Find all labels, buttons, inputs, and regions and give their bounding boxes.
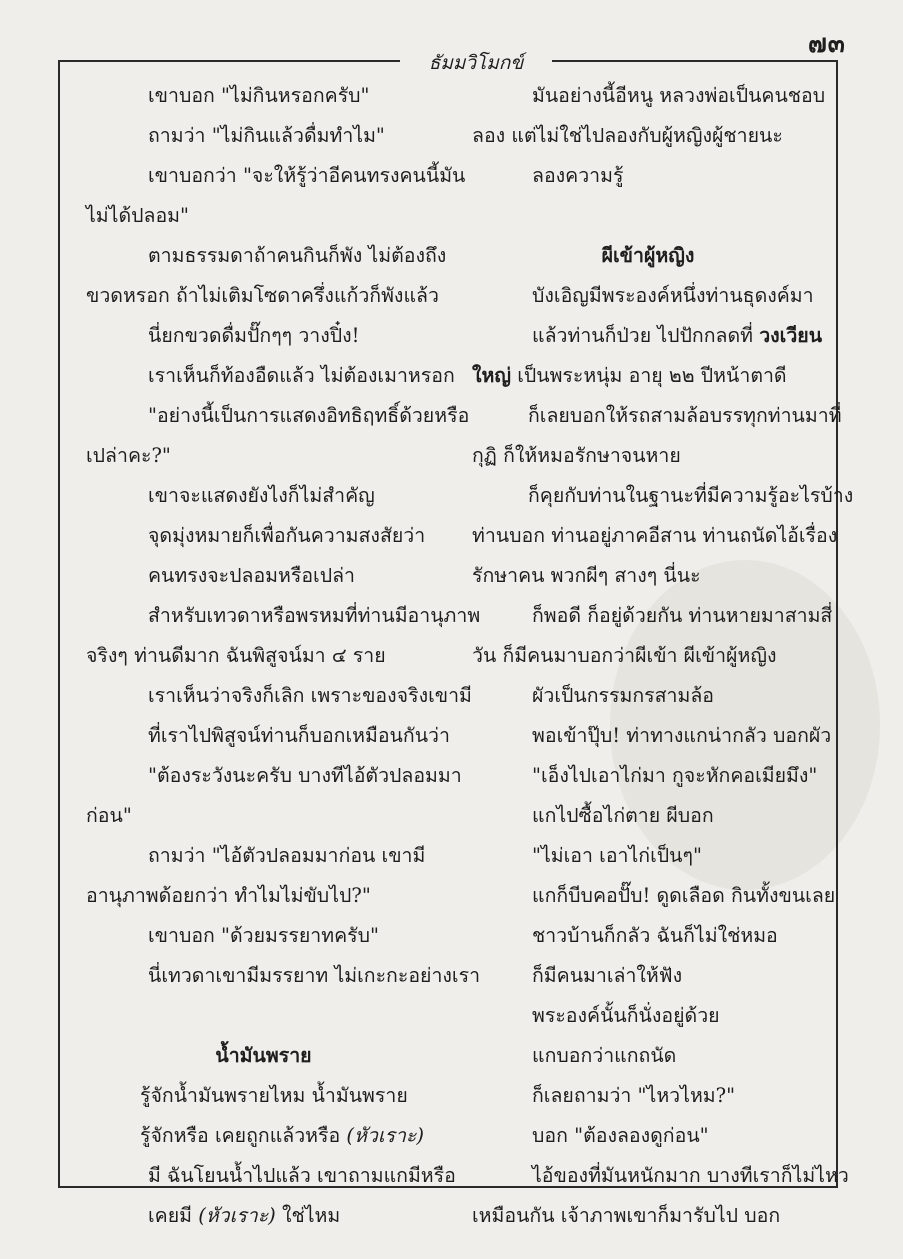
text-line: [86, 556, 441, 596]
text-run: ก็เลยบอกให้รถสามล้อบรรทุกท่านมาที่: [528, 404, 842, 427]
text-line: [472, 836, 824, 876]
text-run: จุดมุ่งหมายก็เพื่อกันความสงสัยว่า: [148, 524, 426, 547]
text-run: พอเข้าปุ๊บ! ท่าทางแกน่ากลัว บอกผัว: [532, 724, 832, 747]
running-header: ธัมมวิโมกข์: [400, 48, 552, 78]
text-run: มันอย่างนี้อีหนู หลวงพ่อเป็นคนชอบ: [532, 84, 826, 107]
text-line: [472, 1036, 824, 1076]
text-line: [472, 516, 838, 556]
text-line: [86, 236, 447, 276]
section-heading: [86, 1036, 441, 1076]
text-line: [472, 356, 824, 396]
text-line: [86, 676, 472, 716]
text-line: [86, 196, 441, 236]
text-line: [86, 516, 441, 556]
text-line: [86, 156, 466, 196]
text-run: ผัวเป็นกรรมกรสามล้อ: [532, 684, 715, 707]
text-run: ลองความรู้: [532, 164, 624, 187]
text-line: [472, 76, 824, 116]
text-run: ใช่ไหม: [275, 1204, 341, 1227]
text-run: "ต้องระวังนะครับ บางทีไอ้ตัวปลอมมา: [148, 764, 462, 787]
text-run: ถามว่า "ไม่กินแล้วดื่มทำไม": [148, 124, 385, 147]
text-run: อานุภาพด้อยกว่า ทำไมไม่ขับไป?": [86, 884, 371, 907]
text-line: [86, 876, 441, 916]
text-run: ก่อน": [86, 804, 132, 827]
text-line: [86, 116, 441, 156]
text-line: [472, 196, 824, 236]
text-run: รู้จักหรือ เคยถูกแล้วหรือ: [140, 1124, 347, 1147]
text-run: บังเอิญมีพระองค์หนึ่งท่านธุดงค์มา: [532, 284, 814, 307]
text-run: ก็พอดี ก็อยู่ด้วยกัน ท่านหายมาสามสี่: [532, 604, 833, 627]
text-line: [86, 716, 450, 756]
text-line: [472, 876, 836, 916]
text-line: [472, 316, 824, 356]
text-run: เขาบอกว่า "จะให้รู้ว่าอีคนทรงคนนี้มัน: [148, 164, 466, 187]
text-run: คนทรงจะปลอมหรือเปล่า: [148, 564, 355, 587]
text-run: บอก "ต้องลองดูก่อน": [532, 1124, 709, 1147]
text-run: ไอ้ของที่มันหนักมาก บางทีเราก็ไม่ไหว: [532, 1164, 849, 1187]
text-line: [472, 1196, 824, 1236]
left-text-column: [86, 76, 481, 1236]
text-run: ไม่ได้ปลอม": [86, 204, 189, 227]
text-run: สำหรับเทวดาหรือพรหมที่ท่านมีอานุภาพ: [148, 604, 481, 627]
text-line: [472, 276, 824, 316]
text-run: วัน ก็มีคนมาบอกว่าผีเข้า ผีเข้าผู้หญิง: [472, 644, 777, 667]
text-line: [472, 996, 824, 1036]
text-run: เขาบอก "ไม่กินหรอกครับ": [148, 84, 370, 107]
text-line: [86, 276, 441, 316]
text-line: [86, 436, 441, 476]
text-line: [86, 356, 455, 396]
text-line: [472, 116, 824, 156]
text-line: [472, 476, 854, 516]
section-heading: [472, 236, 824, 276]
text-line: [86, 476, 441, 516]
text-line: [472, 596, 833, 636]
text-line: [472, 1116, 824, 1156]
text-line: [472, 796, 824, 836]
text-line: [472, 756, 824, 796]
text-run: แกไปซื้อไก่ตาย ผีบอก: [532, 804, 714, 827]
text-run: ผีเข้าผู้หญิง: [601, 244, 695, 267]
text-line: [472, 1076, 824, 1116]
text-line: [472, 1156, 849, 1196]
text-run: ถามว่า "ไอ้ตัวปลอมมาก่อน เขามี: [148, 844, 426, 867]
text-line: [472, 676, 824, 716]
text-run: ก็คุยกับท่านในฐานะที่มีความรู้อะไรบ้าง: [528, 484, 854, 507]
text-line: [86, 76, 441, 116]
text-run: เหมือนกัน เจ้าภาพเขาก็มารับไป บอก: [472, 1204, 781, 1227]
text-run: ใหญ่: [472, 364, 511, 387]
text-run: เราเห็นว่าจริงก็เลิก เพราะของจริงเขามี: [148, 684, 472, 707]
text-run: เขาบอก "ด้วยมรรยาทครับ": [148, 924, 379, 947]
text-line: [472, 916, 824, 956]
text-line: [86, 396, 470, 436]
text-run: เขาจะแสดงยังไงก็ไม่สำคัญ: [148, 484, 375, 507]
text-line: [86, 316, 441, 356]
text-run: (หัวเราะ): [198, 1204, 276, 1227]
text-run: แกบอกว่าแกถนัด: [532, 1044, 677, 1067]
text-line: [86, 1156, 456, 1196]
text-run: พระองค์นั้นก็นั่งอยู่ด้วย: [532, 1004, 720, 1027]
text-run: นี่ยกขวดดื่มปั๊กๆๆ วางปิ๋ง!: [148, 324, 360, 347]
page-number: ๗๓: [808, 29, 846, 58]
text-run: จริงๆ ท่านดีมาก ฉันพิสูจน์มา ๔ ราย: [86, 644, 386, 667]
text-run: ชาวบ้านก็กลัว ฉันก็ไม่ใช่หมอ: [532, 924, 778, 947]
text-run: "ไม่เอา เอาไก่เป็นๆ": [532, 844, 702, 867]
text-line: [472, 436, 824, 476]
right-text-column: [472, 76, 854, 1236]
text-line: [86, 836, 441, 876]
text-run: นี่เทวดาเขามีมรรยาท ไม่เกะกะอย่างเรา: [148, 964, 481, 987]
text-run: ก็เลยถามว่า "ไหวไหม?": [532, 1084, 736, 1107]
text-run: น้ำมันพราย: [215, 1044, 312, 1067]
text-run: มี ฉันโยนน้ำไปแล้ว เขาถามแกมีหรือ: [148, 1164, 456, 1187]
text-line: [86, 756, 462, 796]
text-line: [86, 796, 441, 836]
text-run: รู้จักน้ำมันพรายไหม น้ำมันพราย: [140, 1084, 408, 1107]
text-run: แล้วท่านก็ป่วย ไปปักกลดที่: [532, 324, 760, 347]
text-line: [472, 396, 842, 436]
text-line: [472, 956, 824, 996]
text-line: [86, 1076, 441, 1116]
text-run: กุฏิ ก็ให้หมอรักษาจนหาย: [472, 444, 681, 467]
text-run: (หัวเราะ): [346, 1124, 424, 1147]
text-line: [86, 636, 441, 676]
text-run: เคยมี: [148, 1204, 199, 1227]
text-run: ที่เราไปพิสูจน์ท่านก็บอกเหมือนกันว่า: [148, 724, 450, 747]
text-line: [86, 996, 441, 1036]
text-run: ก็มีคนมาเล่าให้ฟัง: [532, 964, 683, 987]
text-line: [472, 556, 824, 596]
text-run: "เอ็งไปเอาไก่มา กูจะหักคอเมียมึง": [532, 764, 818, 787]
text-run: ขวดหรอก ถ้าไม่เติมโซดาครึ่งแก้วก็พังแล้ว: [86, 284, 439, 307]
text-line: [86, 916, 441, 956]
text-line: [472, 156, 824, 196]
text-line: [472, 716, 832, 756]
text-run: "อย่างนี้เป็นการแสดงอิทธิฤทธิ์ด้วยหรือ: [148, 404, 470, 427]
text-run: วงเวียน: [759, 324, 823, 347]
text-run: ตามธรรมดาถ้าคนกินก็พัง ไม่ต้องถึง: [148, 244, 447, 267]
text-line: [86, 596, 481, 636]
text-line: [472, 636, 824, 676]
text-line: [86, 1116, 441, 1156]
text-run: ท่านบอก ท่านอยู่ภาคอีสาน ท่านถนัดไอ้เรื่อง: [472, 524, 838, 547]
text-run: รักษาคน พวกผีๆ สางๆ นี่นะ: [472, 564, 701, 587]
text-run: เราเห็นก็ท้องอืดแล้ว ไม่ต้องเมาหรอก: [148, 364, 455, 387]
text-line: [86, 1196, 441, 1236]
text-run: เปล่าคะ?": [86, 444, 171, 467]
text-line: [86, 956, 481, 996]
text-run: ลอง แต่ไม่ใช่ไปลองกับผู้หญิงผู้ชายนะ: [472, 124, 783, 147]
text-run: เป็นพระหนุ่ม อายุ ๒๒ ปีหน้าตาดี: [511, 364, 787, 387]
text-run: แกก็บีบคอปั๊บ! ดูดเลือด กินทั้งขนเลย: [532, 884, 836, 907]
